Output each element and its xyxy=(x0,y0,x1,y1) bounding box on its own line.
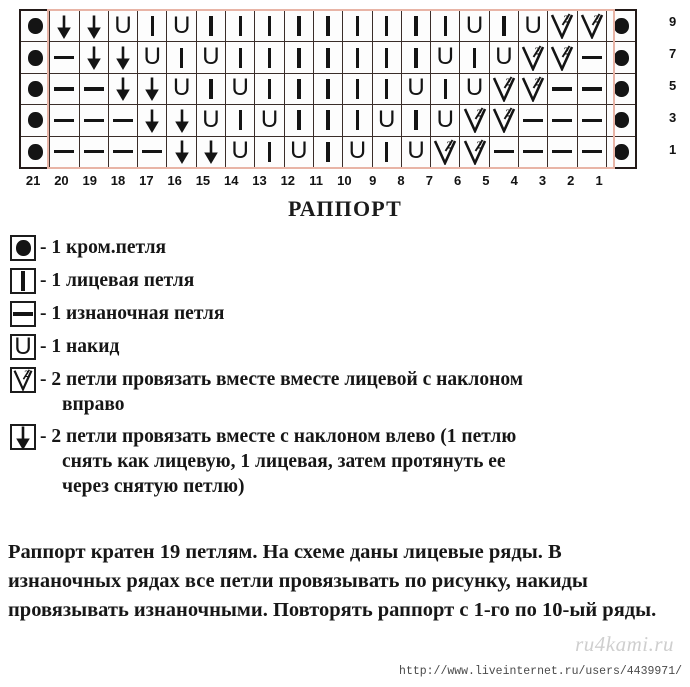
purl-stitch-icon xyxy=(109,137,137,167)
chart-cell[interactable] xyxy=(431,42,460,73)
svg-text:2: 2 xyxy=(563,13,570,26)
chart-cell[interactable] xyxy=(343,10,372,42)
column-number-label: 20 xyxy=(54,173,69,188)
knit-stitch-icon xyxy=(402,42,430,72)
legend-item-text xyxy=(40,235,166,260)
chart-cell[interactable] xyxy=(519,105,548,136)
ssk-decrease-arrow-icon xyxy=(50,11,78,41)
chart-cell[interactable] xyxy=(284,105,313,136)
chart-cell[interactable] xyxy=(226,10,255,42)
yarn-over-icon: U xyxy=(172,74,191,102)
chart-cell[interactable] xyxy=(489,73,518,104)
chart-cell[interactable] xyxy=(20,10,50,42)
chart-cell[interactable] xyxy=(313,10,342,42)
ssk-decrease-arrow-icon xyxy=(197,137,225,167)
column-number-label: 21 xyxy=(25,173,41,188)
purl-stitch-icon xyxy=(50,74,78,104)
legend-item-description-line2: вправо xyxy=(62,394,125,415)
chart-cell[interactable] xyxy=(167,105,196,136)
chart-cell[interactable] xyxy=(489,10,518,42)
svg-text:2: 2 xyxy=(446,139,453,152)
yarn-over-icon: U xyxy=(436,43,454,71)
svg-text:2: 2 xyxy=(505,107,511,120)
chart-cell[interactable] xyxy=(284,136,313,168)
chart-cell[interactable] xyxy=(431,10,460,42)
knit-stitch-icon xyxy=(255,11,283,41)
chart-cell[interactable] xyxy=(108,42,137,73)
knit-stitch-icon xyxy=(285,11,313,41)
k2tog-decrease-icon xyxy=(519,42,547,72)
chart-cell[interactable] xyxy=(50,105,79,136)
chart-cell[interactable] xyxy=(138,10,167,42)
source-url-watermark: http://www.liveinternet.ru/users/4439971/ xyxy=(399,665,682,678)
purl-stitch-icon xyxy=(519,137,547,167)
knit-stitch-icon xyxy=(197,74,225,104)
chart-cell[interactable] xyxy=(548,136,577,168)
column-number-label: 5 xyxy=(482,173,490,188)
chart-row xyxy=(20,73,636,104)
chart-cell[interactable] xyxy=(577,105,606,136)
purl-stitch-icon xyxy=(548,74,576,104)
knit-stitch-icon xyxy=(285,105,313,135)
chart-cell[interactable] xyxy=(284,42,313,73)
knit-stitch-icon xyxy=(314,74,342,104)
rapport-title: РАППОРТ xyxy=(287,196,403,221)
chart-cell[interactable] xyxy=(138,105,167,136)
chart-cell[interactable] xyxy=(372,105,401,136)
yarn-over-icon: U xyxy=(465,74,484,102)
chart-cell[interactable] xyxy=(460,42,489,73)
knit-stitch-icon xyxy=(431,74,459,104)
knit-stitch-icon xyxy=(167,42,195,72)
purl-stitch-icon xyxy=(50,105,78,135)
column-number-label: 10 xyxy=(337,173,352,188)
chart-cell[interactable] xyxy=(196,105,225,136)
chart-cell[interactable] xyxy=(284,10,313,42)
chart-cell[interactable] xyxy=(577,136,606,168)
k2tog-decrease-icon xyxy=(578,11,606,41)
svg-text:2: 2 xyxy=(534,76,541,89)
knit-stitch-icon xyxy=(402,11,430,41)
ssk-decrease-arrow-icon xyxy=(167,105,195,135)
ssk-decrease-arrow-icon xyxy=(138,74,166,104)
column-number-label: 9 xyxy=(369,173,377,188)
knit-stitch-icon xyxy=(226,42,254,72)
k2tog-decrease-icon xyxy=(460,137,488,167)
chart-cell[interactable] xyxy=(519,10,548,42)
chart-cell[interactable] xyxy=(20,73,50,104)
chart-cell[interactable] xyxy=(167,10,196,42)
column-number-label: 13 xyxy=(252,173,267,188)
chart-cell[interactable] xyxy=(548,73,577,104)
k2tog-decrease-icon xyxy=(490,74,518,104)
chart-cell[interactable] xyxy=(548,42,577,73)
column-number-label: 4 xyxy=(510,173,518,188)
svg-text:2: 2 xyxy=(24,370,29,381)
column-number-label: 7 xyxy=(425,173,433,188)
chart-cell[interactable] xyxy=(431,136,460,168)
chart-cell[interactable] xyxy=(50,42,79,73)
purl-stitch-icon xyxy=(548,105,576,135)
column-number-label: 8 xyxy=(397,173,405,188)
legend-item-description: - 2 петли провязать вместе с наклоном влево (1 петлю xyxy=(40,426,517,447)
chart-cell[interactable] xyxy=(460,73,489,104)
knit-stitch-icon xyxy=(373,74,401,104)
chart-cell[interactable] xyxy=(606,136,636,168)
row-number-label: 5 xyxy=(669,78,677,94)
chart-cell[interactable] xyxy=(79,42,108,73)
knit-stitch-icon xyxy=(255,42,283,72)
chart-cell[interactable] xyxy=(372,42,401,73)
chart-cell[interactable] xyxy=(343,136,372,168)
chart-cell[interactable] xyxy=(138,42,167,73)
chart-cell[interactable] xyxy=(548,105,577,136)
chart-row xyxy=(20,136,636,168)
column-number-row xyxy=(19,173,613,188)
chart-cell[interactable] xyxy=(138,136,167,168)
chart-cell[interactable] xyxy=(20,42,50,73)
chart-cell[interactable] xyxy=(226,73,255,104)
yarn-over-icon: U xyxy=(14,332,32,360)
ssk-decrease-arrow-icon xyxy=(167,137,195,167)
legend-item xyxy=(10,235,682,261)
chart-cell[interactable] xyxy=(372,73,401,104)
knit-stitch-icon xyxy=(255,74,283,104)
k2tog-decrease-icon xyxy=(12,369,34,391)
knit-stitch-icon xyxy=(226,105,254,135)
yarn-over-icon: U xyxy=(260,105,279,133)
chart-cell[interactable] xyxy=(196,10,225,42)
purl-stitch-icon xyxy=(490,137,518,167)
chart-cell[interactable] xyxy=(79,10,108,42)
k2tog-decrease-icon xyxy=(519,74,547,104)
edge-stitch-icon xyxy=(607,42,635,72)
column-number-label: 2 xyxy=(567,173,575,188)
chart-cell[interactable] xyxy=(79,136,108,168)
column-number-label: 18 xyxy=(110,173,126,188)
knit-stitch-icon xyxy=(285,42,313,72)
chart-cell[interactable] xyxy=(138,73,167,104)
chart-cell[interactable] xyxy=(79,105,108,136)
edge-stitch-icon xyxy=(607,11,635,41)
yarn-over-icon: U xyxy=(436,105,454,133)
chart-cell[interactable] xyxy=(255,73,284,104)
svg-text:2: 2 xyxy=(593,13,599,26)
chart-cell[interactable] xyxy=(401,42,430,73)
chart-cell[interactable] xyxy=(401,105,430,136)
yarn-over-icon: U xyxy=(231,74,249,102)
legend-item-text xyxy=(40,424,516,499)
legend-item xyxy=(10,424,682,499)
svg-text:2: 2 xyxy=(534,45,541,58)
yarn-over-icon: U xyxy=(348,137,367,165)
column-number-label: 11 xyxy=(309,173,323,188)
edge-stitch-icon xyxy=(607,137,635,167)
knit-stitch-icon xyxy=(285,74,313,104)
chart-cell[interactable] xyxy=(313,136,342,168)
chart-cell[interactable] xyxy=(519,136,548,168)
legend-item-description-line2: снять как лицевую, 1 лицевая, затем протянуть ее xyxy=(62,451,506,472)
chart-cell[interactable] xyxy=(167,136,196,168)
chart-cell[interactable] xyxy=(284,73,313,104)
edge-stitch-icon xyxy=(21,105,49,135)
chart-cell[interactable] xyxy=(489,105,518,136)
legend-item-description: - 1 лицевая петля xyxy=(40,270,195,291)
legend-item-description: - 2 петли провязать вместе вместе лицевой с наклоном xyxy=(40,369,523,390)
row-number-label: 3 xyxy=(669,110,677,126)
chart-cell[interactable] xyxy=(108,136,137,168)
purl-stitch-icon xyxy=(548,137,576,167)
chart-cell[interactable] xyxy=(196,136,225,168)
chart-cell[interactable] xyxy=(167,73,196,104)
legend-item xyxy=(10,268,682,294)
chart-cell[interactable] xyxy=(196,73,225,104)
chart-cell[interactable] xyxy=(313,105,342,136)
chart-cell[interactable] xyxy=(108,73,137,104)
chart-cell[interactable] xyxy=(460,136,489,168)
svg-text:2: 2 xyxy=(476,107,482,120)
chart-cell[interactable] xyxy=(401,10,430,42)
chart-cell[interactable] xyxy=(20,136,50,168)
chart-row xyxy=(20,105,636,136)
chart-cell[interactable] xyxy=(226,42,255,73)
chart-cell[interactable] xyxy=(343,73,372,104)
chart-cell[interactable] xyxy=(431,73,460,104)
ssk-decrease-arrow-icon xyxy=(80,42,108,72)
chart-cell[interactable] xyxy=(606,42,636,73)
chart-cell[interactable] xyxy=(255,42,284,73)
column-number-label: 16 xyxy=(167,173,182,188)
purl-stitch-icon xyxy=(138,137,166,167)
legend-symbol-box xyxy=(10,268,36,294)
yarn-over-icon: U xyxy=(407,137,425,165)
chart-cell[interactable] xyxy=(226,105,255,136)
purl-stitch-icon xyxy=(80,105,108,135)
chart-grid-body xyxy=(20,10,636,168)
legend-item xyxy=(10,301,682,327)
purl-stitch-icon xyxy=(50,42,78,72)
chart-cell[interactable] xyxy=(343,105,372,136)
chart-cell[interactable] xyxy=(372,136,401,168)
edge-stitch-icon xyxy=(21,42,49,72)
k2tog-decrease-icon xyxy=(548,11,576,41)
yarn-over-icon: U xyxy=(290,137,308,165)
edge-stitch-icon xyxy=(21,74,49,104)
row-number-label: 9 xyxy=(669,14,677,29)
row-number-label: 7 xyxy=(669,46,677,62)
legend-list xyxy=(10,235,682,506)
column-number-label: 14 xyxy=(223,173,239,188)
column-number-label: 19 xyxy=(82,173,97,188)
chart-cell[interactable] xyxy=(401,136,430,168)
knit-stitch-icon xyxy=(490,11,518,41)
legend-item-description: - 1 изнаночная петля xyxy=(40,303,225,324)
legend-symbol-box xyxy=(10,424,36,450)
site-watermark: ru4kami.ru xyxy=(575,632,674,656)
knit-stitch-icon xyxy=(460,42,488,72)
chart-cell[interactable] xyxy=(108,105,137,136)
chart-cell[interactable] xyxy=(606,10,636,42)
yarn-over-icon: U xyxy=(495,43,513,71)
legend-symbol-box xyxy=(10,301,36,327)
yarn-over-icon: U xyxy=(378,105,396,133)
chart-cell[interactable] xyxy=(108,10,137,42)
purl-stitch-icon xyxy=(578,74,606,104)
column-number-label: 6 xyxy=(453,173,462,188)
chart-cell[interactable] xyxy=(50,73,79,104)
edge-stitch-icon xyxy=(21,11,49,41)
chart-cell[interactable] xyxy=(460,10,489,42)
knit-stitch-icon xyxy=(314,11,342,41)
column-number-label: 1 xyxy=(595,173,603,188)
chart-cell[interactable] xyxy=(167,42,196,73)
knit-stitch-icon xyxy=(343,42,371,72)
svg-text:2: 2 xyxy=(476,139,482,152)
chart-cell[interactable] xyxy=(372,10,401,42)
chart-grid xyxy=(19,9,637,169)
knit-stitch-icon xyxy=(314,105,342,135)
legend-item-text xyxy=(40,268,194,293)
chart-cell[interactable] xyxy=(519,73,548,104)
column-number-label: 17 xyxy=(139,173,154,188)
chart-cell[interactable] xyxy=(255,136,284,168)
column-number-label: 3 xyxy=(538,173,547,188)
chart-cell[interactable] xyxy=(343,42,372,73)
chart-cell[interactable] xyxy=(548,10,577,42)
knit-stitch-icon xyxy=(402,105,430,135)
chart-cell[interactable] xyxy=(79,73,108,104)
edge-stitch-icon xyxy=(21,137,49,167)
legend-item-description-line3: через снятую петлю) xyxy=(62,476,245,497)
chart-cell[interactable] xyxy=(255,105,284,136)
knit-stitch-icon xyxy=(431,11,459,41)
purl-stitch-icon xyxy=(578,42,606,72)
yarn-over-icon: U xyxy=(143,43,161,71)
knit-stitch-icon xyxy=(373,11,401,41)
legend-item-text xyxy=(40,334,119,359)
purl-stitch-icon xyxy=(519,105,547,135)
knit-stitch-icon xyxy=(343,74,371,104)
k2tog-decrease-icon xyxy=(548,42,576,72)
knit-stitch-icon xyxy=(255,137,283,167)
ssk-decrease-arrow-icon xyxy=(109,74,137,104)
chart-cell[interactable] xyxy=(431,105,460,136)
chart-cell[interactable] xyxy=(313,42,342,73)
ssk-decrease-arrow-icon xyxy=(80,11,108,41)
chart-cell[interactable] xyxy=(50,10,79,42)
ssk-decrease-arrow-icon xyxy=(12,426,34,448)
chart-cell[interactable] xyxy=(255,10,284,42)
purl-stitch-icon xyxy=(50,137,78,167)
purl-stitch-icon xyxy=(80,74,108,104)
row-number-label: 1 xyxy=(669,142,677,158)
yarn-over-icon: U xyxy=(202,105,220,133)
chart-cell[interactable] xyxy=(489,42,518,73)
legend-item-text xyxy=(40,367,523,417)
knit-stitch-icon xyxy=(373,137,401,167)
yarn-over-icon: U xyxy=(114,11,132,39)
purl-stitch-icon xyxy=(109,105,137,135)
edge-stitch-icon xyxy=(607,74,635,104)
ssk-decrease-arrow-icon xyxy=(109,42,137,72)
yarn-over-icon: U xyxy=(465,11,484,39)
ssk-decrease-arrow-icon xyxy=(138,105,166,135)
column-number-label: 12 xyxy=(280,173,296,188)
chart-row xyxy=(20,10,636,42)
pattern-note: Раппорт кратен 19 петлям. На схеме даны лицевые ряды. В изнаночных рядах все петли провязывать по рисунку, накиды провязывать изнаночными. Повторять раппорт с 1-го по 10-ый ряды. xyxy=(8,541,657,621)
chart-cell[interactable] xyxy=(519,42,548,73)
yarn-over-icon: U xyxy=(202,43,220,71)
svg-text:2: 2 xyxy=(563,45,570,58)
k2tog-decrease-icon xyxy=(460,105,488,135)
chart-cell[interactable] xyxy=(577,73,606,104)
chart-cell[interactable] xyxy=(606,105,636,136)
legend-item-text xyxy=(40,301,224,326)
knit-stitch-icon xyxy=(314,137,342,167)
yarn-over-icon: U xyxy=(407,74,425,102)
edge-stitch-icon xyxy=(12,237,34,259)
chart-cell[interactable] xyxy=(313,73,342,104)
legend-item xyxy=(10,334,682,360)
knit-stitch-icon xyxy=(12,270,34,292)
knit-stitch-icon xyxy=(343,105,371,135)
purl-stitch-icon xyxy=(12,303,34,325)
k2tog-decrease-icon xyxy=(431,137,459,167)
chart-cell[interactable] xyxy=(577,10,606,42)
knit-stitch-icon xyxy=(226,11,254,41)
legend-symbol-box xyxy=(10,367,36,393)
yarn-over-icon: U xyxy=(172,11,191,39)
purl-stitch-icon xyxy=(578,105,606,135)
chart-row xyxy=(20,42,636,73)
column-number-label: 15 xyxy=(195,173,211,188)
legend-symbol-box xyxy=(10,334,36,360)
svg-text:2: 2 xyxy=(505,76,511,89)
chart-cell[interactable] xyxy=(196,42,225,73)
chart-cell[interactable] xyxy=(401,73,430,104)
legend-item-description: - 1 накид xyxy=(40,336,120,357)
chart-cell[interactable] xyxy=(489,136,518,168)
chart-cell[interactable] xyxy=(460,105,489,136)
knit-stitch-icon xyxy=(197,11,225,41)
knitting-chart xyxy=(0,0,690,192)
k2tog-decrease-icon xyxy=(490,105,518,135)
yarn-over-icon: U xyxy=(524,11,542,39)
knit-stitch-icon xyxy=(314,42,342,72)
chart-cell[interactable] xyxy=(577,42,606,73)
yarn-over-icon: U xyxy=(231,137,249,165)
purl-stitch-icon xyxy=(80,137,108,167)
knit-stitch-icon xyxy=(373,42,401,72)
legend-item xyxy=(10,367,682,417)
chart-cell[interactable] xyxy=(20,105,50,136)
chart-cell[interactable] xyxy=(226,136,255,168)
purl-stitch-icon xyxy=(578,137,606,167)
knit-stitch-icon xyxy=(343,11,371,41)
knit-stitch-icon xyxy=(138,11,166,41)
chart-cell[interactable] xyxy=(50,136,79,168)
legend-item-description: - 1 кром.петля xyxy=(40,237,167,258)
legend-symbol-box xyxy=(10,235,36,261)
chart-cell[interactable] xyxy=(606,73,636,104)
edge-stitch-icon xyxy=(607,105,635,135)
